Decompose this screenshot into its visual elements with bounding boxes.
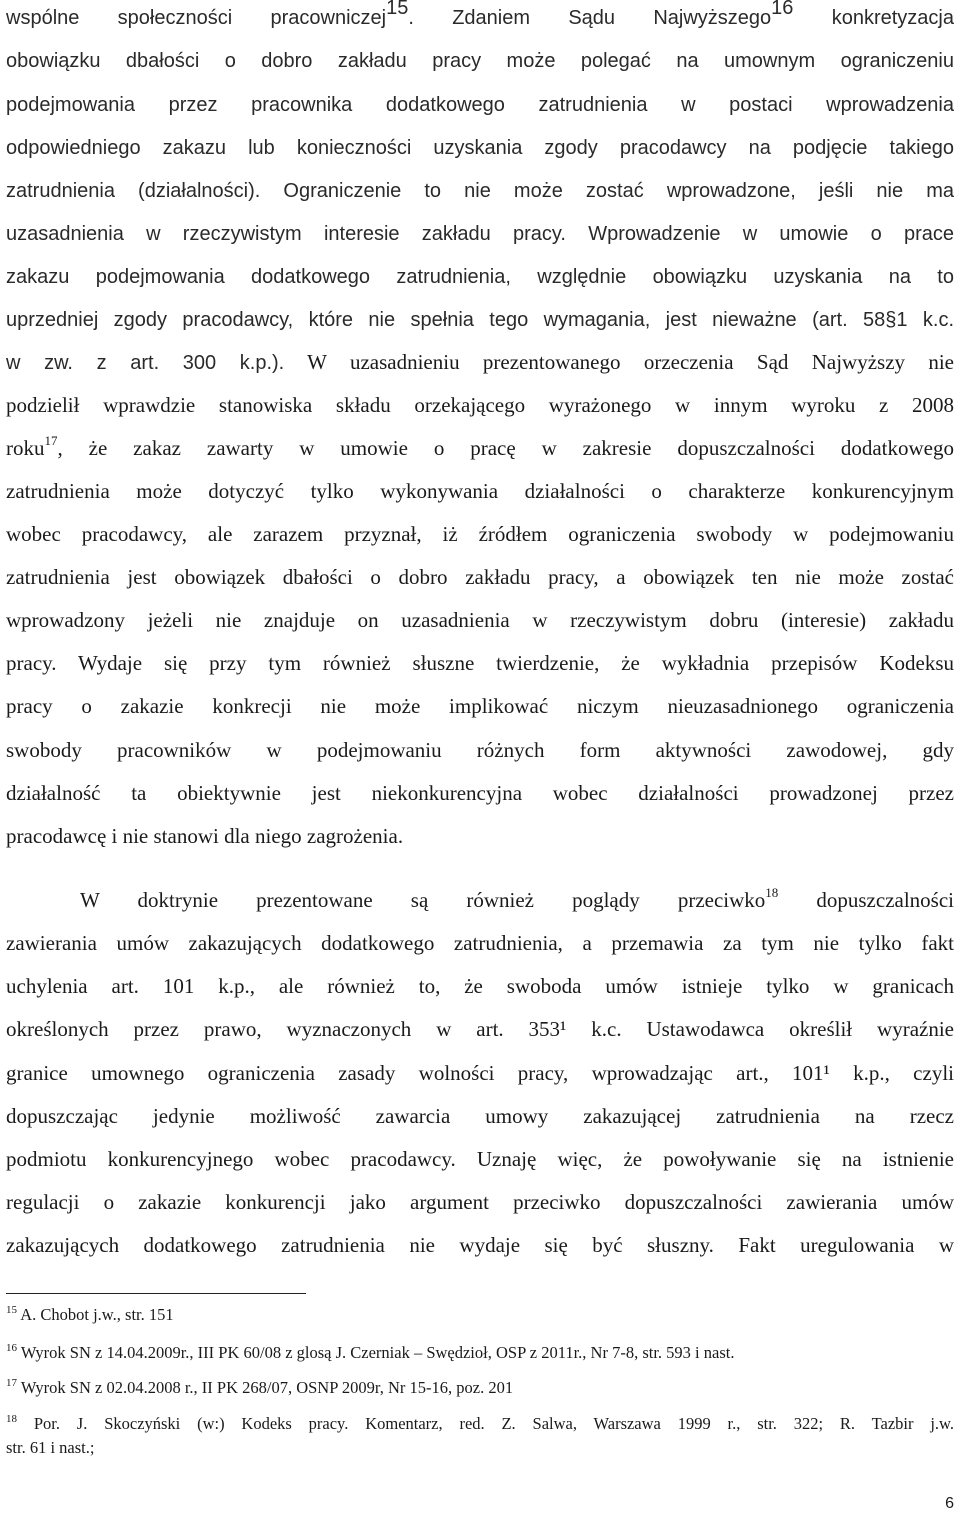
text-line [6, 519, 954, 549]
text-run: regulacji o zakazie konkurencji jako argument przeciwko dopuszczalności zawierania umów [6, 1190, 954, 1214]
footnote-ref: 17 [44, 433, 58, 448]
text-run: W doktrynie prezentowane są również poglądy przeciwko [80, 888, 766, 912]
footnote-ref: 16 [771, 0, 794, 19]
text-run: wspólne społeczności pracowniczej [6, 7, 387, 29]
text-run: w zw. z art. 300 k.p.). [6, 352, 285, 374]
text-line [6, 648, 954, 678]
text-run: . Zdaniem Sądu Najwyższego [408, 7, 772, 29]
text-run: zakazujących dodatkowego zatrudnienia nie wydaje się być słuszny. Fakt uregulowania w [6, 1233, 954, 1257]
footnote-number: 16 [6, 1341, 17, 1354]
footnote-text: Por. J. Skoczyński (w:) Kodeks pracy. Komentarz, red. Z. Salwa, Warszawa 1999 r., str. 322; R. Tazbir j.w. [33, 1414, 954, 1433]
text-run: zatrudnienia (działalności). Ograniczenie to nie może zostać wprowadzone, jeśli nie ma [6, 180, 954, 202]
text-run: zatrudnienia może dotyczyć tylko wykonywania działalności o charakterze konkurencyjnym [6, 479, 954, 503]
text-run: zakazu podejmowania dodatkowego zatrudnienia, względnie obowiązku uzyskania na to [6, 266, 954, 288]
footnote [6, 1303, 954, 1327]
text-line [6, 132, 954, 162]
footnote-number: 17 [6, 1376, 17, 1389]
text-line [6, 218, 954, 248]
text-run: pracy o zakazie konkrecji nie może implikować niczym nieuzasadnionego ograniczenia [6, 694, 954, 718]
text-run: konkretyzacja [793, 7, 954, 29]
text-line [6, 821, 954, 851]
text-run: uprzedniej zgody pracodawcy, które nie spełnia tego wymagania, jest nieważne (art. 58§1 k.c. [6, 309, 954, 331]
text-run: zawierania umów zakazujących dodatkowego zatrudnienia, a przemawia za tym nie tylko fakt [6, 931, 954, 955]
text-line [6, 1058, 954, 1088]
text-run: , że zakaz zawarty w umowie o pracę w zakresie dopuszczalności dodatkowego [57, 436, 954, 460]
footnote-text: Wyrok SN z 02.04.2008 r., II PK 268/07, OSNP 2009r, Nr 15-16, poz. 201 [20, 1378, 514, 1397]
text-run: uzasadnienia w rzeczywistym interesie zakładu pracy. Wprowadzenie w umowie o prace [6, 223, 954, 245]
footnote-separator [6, 1293, 306, 1294]
footnote-continuation: str. 61 i nast.; [6, 1438, 95, 1457]
page-number: 6 [945, 1495, 954, 1512]
text-line [6, 778, 954, 808]
text-line [6, 928, 954, 958]
text-line [6, 1230, 954, 1260]
text-line [80, 885, 954, 915]
text-line [6, 175, 954, 205]
text-line [6, 347, 954, 377]
footnote [6, 1412, 954, 1436]
footnote-ref: 15 [386, 0, 409, 19]
text-run: swobody pracowników w podejmowaniu różnych form aktywności zawodowej, gdy [6, 738, 954, 762]
footnote [6, 1376, 954, 1400]
text-line [6, 45, 954, 75]
text-run: wobec pracodawcy, ale zarazem przyznał, iż źródłem ograniczenia swobody w podejmowaniu [6, 522, 954, 546]
text-run: roku [6, 436, 45, 460]
text-line [6, 605, 954, 635]
text-line [6, 390, 954, 420]
text-run: obowiązku dbałości o dobro zakładu pracy może polegać na umownym ograniczeniu [6, 50, 954, 72]
text-run: działalność ta obiektywnie jest niekonkurencyjna wobec działalności prowadzonej przez [6, 781, 954, 805]
text-line [6, 1187, 954, 1217]
text-run: dopuszczając jedynie możliwość zawarcia umowy zakazującej zatrudnienia na rzecz [6, 1104, 954, 1128]
footnote-number: 18 [6, 1412, 17, 1425]
text-line [6, 1101, 954, 1131]
text-run: podzielił wprawdzie stanowiska składu orzekającego wyrażonego w innym wyroku z 2008 [6, 393, 954, 417]
text-run: pracy. Wydaje się przy tym również słuszne twierdzenie, że wykładnia przepisów Kodeksu [6, 651, 954, 675]
text-run: uchylenia art. 101 k.p., ale również to, że swoboda umów istnieje tylko w granicach [6, 974, 954, 998]
text-run: podejmowania przez pracownika dodatkowego zatrudnienia w postaci wprowadzenia [6, 94, 954, 116]
text-run: W uzasadnieniu prezentowanego orzeczenia Sąd Najwyższy nie [284, 350, 955, 374]
text-run: dopuszczalności [778, 888, 955, 912]
text-line [6, 1144, 954, 1174]
text-line [6, 691, 954, 721]
footnote [6, 1341, 954, 1365]
text-run: pracodawcę i nie stanowi dla niego zagrożenia. [6, 824, 404, 848]
text-line [6, 735, 954, 765]
footnote-number: 15 [6, 1303, 17, 1316]
text-run: granice umownego ograniczenia zasady wolności pracy, wprowadzając art., 101¹ k.p., czyli [6, 1061, 954, 1085]
text-line [6, 1014, 954, 1044]
text-run: podmiotu konkurencyjnego wobec pracodawcy. Uznaję więc, że powoływanie się na istnienie [6, 1147, 954, 1171]
footnote-ref: 18 [765, 885, 779, 900]
text-line [6, 304, 954, 334]
text-line [6, 2, 954, 32]
text-run: określonych przez prawo, wyznaczonych w art. 353¹ k.c. Ustawodawca określił wyraźnie [6, 1017, 954, 1041]
text-line [6, 971, 954, 1001]
footnote-text: A. Chobot j.w., str. 151 [20, 1305, 174, 1324]
text-run: odpowiedniego zakazu lub konieczności uzyskania zgody pracodawcy na podjęcie takiego [6, 137, 954, 159]
text-line [6, 89, 954, 119]
text-line [6, 562, 954, 592]
text-line [6, 261, 954, 291]
footnote-text: Wyrok SN z 14.04.2009r., III PK 60/08 z glosą J. Czerniak – Swędzioł, OSP z 2011r., Nr 7-8, str. 593 i nast. [20, 1343, 735, 1362]
text-run: zatrudnienia jest obowiązek dbałości o dobro zakładu pracy, a obowiązek ten nie może zostać [6, 565, 954, 589]
text-line [6, 476, 954, 506]
text-line [6, 433, 954, 463]
text-run: wprowadzony jeżeli nie znajduje on uzasadnienia w rzeczywistym dobru (interesie) zakładu [6, 608, 954, 632]
